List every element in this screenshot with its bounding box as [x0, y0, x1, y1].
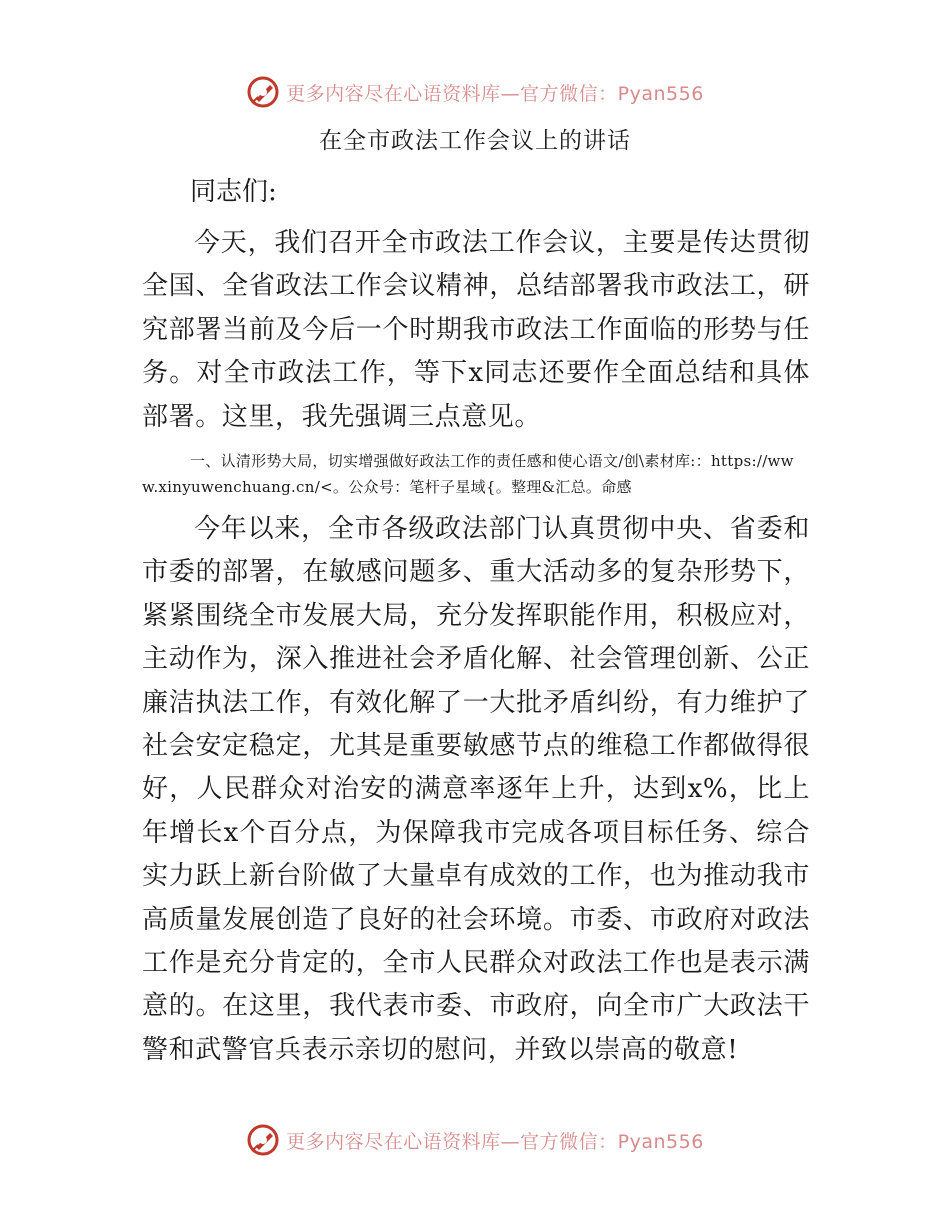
quill-pen-seal-icon — [246, 75, 280, 109]
paragraph-body: 今年以来，全市各级政法部门认真贯彻中央、省委和市委的部署，在敏感问题多、重大活动多的复杂形势下，紧紧围绕全市发展大局，充分发挥职能作用，积极应对，主动作为，深入推进社会矛盾化解、社会管理创新、公正廉洁执法工作，有效化解了一大批矛盾纠纷，有力维护了社会安定稳定，尤其是重要敏感节点的维稳工作都做得很好，人民群众对治安的满意率逐年上升，达到x%，比上年增长x个百分点，为保障我市完成各项目标任务、综合实力跃上新台阶做了大量卓有成效的工作，也为推动我市高质量发展创造了良好的社会环境。市委、市政府对政法工作是充分肯定的，全市人民群众对政法工作也是表示满意的。在这里，我代表市委、市政府，向全市广大政法干警和武警官兵表示亲切的慰问，并致以崇高的敬意! — [142, 514, 810, 1065]
document-title: 在全市政法工作会议上的讲话 — [319, 128, 631, 154]
watermark-text: 更多内容尽在心语资料库—官方微信：Pyan556 — [286, 82, 704, 105]
paragraph-intro: 今天，我们召开全市政法工作会议，主要是传达贯彻全国、全省政法工作会议精神，总结部署我市政法工，研究部署当前及今后一个时期我市政法工作面临的形势与任务。对全市政法工作，等下x同志还要作全面总结和具体部署。这里，我先强调三点意见。 — [142, 228, 810, 432]
watermark-text: 更多内容尽在心语资料库—官方微信：Pyan556 — [286, 1130, 704, 1153]
section-heading: 一、认清形势大局，切实增强做好政法工作的责任感和使心语文/创\素材库:：https://www.xinyuwenchuang.cn/<。公众号：笔杆子星域{。整理&汇总。命感 — [142, 452, 794, 496]
quill-pen-seal-icon — [246, 1123, 280, 1157]
salutation: 同志们: — [190, 177, 277, 207]
footer-watermark-banner — [0, 1118, 950, 1162]
header-watermark-banner — [0, 70, 950, 114]
